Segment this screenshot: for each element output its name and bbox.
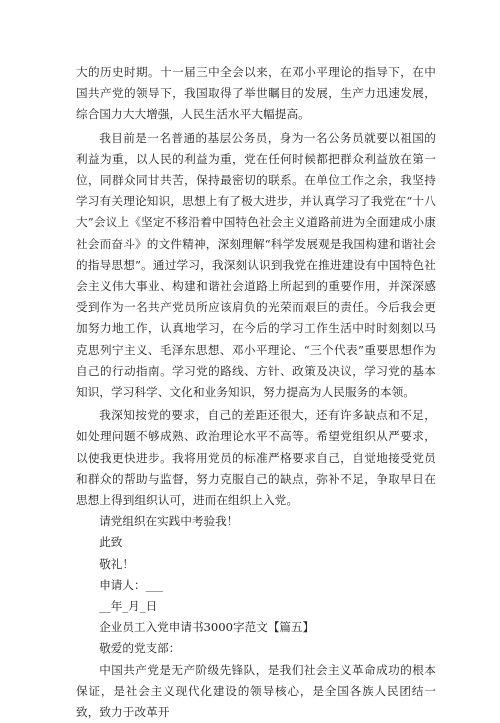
paragraph-party-intro: 中国共产党是无产阶级先锋队，是我们社会主义革命成功的根本保证，是社会主义现代化建设的领导核心，是全国各族人民团结一致，致力于改革开: [76, 662, 436, 720]
closing-salute: 敬礼！: [99, 556, 134, 571]
closing-request: 请党组织在实践中考验我！: [99, 514, 239, 529]
applicant-line: 申请人：___: [99, 577, 163, 592]
closing-ci: 此致: [99, 535, 123, 550]
greeting: 敬爱的党支部：: [99, 641, 181, 656]
document-body: [76, 62, 436, 723]
date-line: __年_月_日: [99, 599, 158, 614]
section-title: 企业员工入党申请书3000字范文【篇五】: [99, 620, 315, 635]
paragraph-history: 大的历史时期。十一届三中全会以来，在邓小平理论的指导下，在中国共产党的领导下，我国取得了举世瞩目的发展，生产力迅速发展，综合国力大大增强，人民生活水平大幅提高。: [76, 65, 436, 122]
paragraph-civil-servant: 我目前是一名普通的基层公务员，身为一名公务员就要以祖国的利益为重，以人民的利益为重，党在任何时候都把群众利益放在第一位，同群众同甘共苦，保持最密切的联系。在单位工作之余，我坚持学习有关理论知识，思想上有了极大进步，并认真学习了我党在“十八大”会议上《坚定不移沿着中国特色社会主义道路前进为全面建成小康社会而奋斗》的文件精神，深刻理解“科学发展观是我国构建和谐社会的指导思想”。通过学习，我深刻认识到我党在推进建设有中国特色社会主义伟大事业、构建和谐社会道路上所起到的重要作用，并深深感受到作为一名共产党员所应该肩负的光荣而艰巨的责任。今后我会更加努力地工作，认真地学习，在今后的学习工作生活中时时刻刻以马克思列宁主义、毛泽东思想、邓小平理论、“三个代表”重要思想作为自己的行动指南。学习党的路线、方针、政策及决议，学习党的基本知识，学习科学、文化和业务知识，努力提高为人民服务的本领。: [76, 130, 436, 400]
paragraph-self-reflection: 我深知按党的要求，自己的差距还很大，还有许多缺点和不足，如处理问题不够成熟、政治理论水平不高等。希望党组织从严要求，以使我更快进步。我将用党员的标准严格要求自己，自觉地接受党员和群众的帮助与监督，努力克服自己的缺点，弥补不足，争取早日在思想上得到组织认可，进而在组织上入党。: [76, 408, 436, 508]
